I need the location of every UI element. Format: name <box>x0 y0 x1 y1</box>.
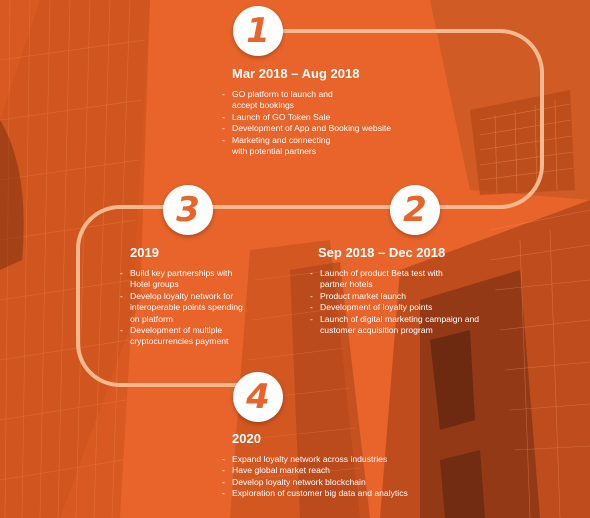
step-4-badge <box>233 372 283 422</box>
phase-3 <box>120 245 290 348</box>
phase-1 <box>222 66 442 157</box>
step-2-badge <box>390 185 440 235</box>
list-item: - Expand loyalty network across industries <box>222 454 482 465</box>
list-item: - Marketing and connecting with potential partners <box>222 135 442 158</box>
list-item: - Development of App and Booking website <box>222 123 442 134</box>
phase-title: Mar 2018 – Aug 2018 <box>232 66 360 81</box>
list-item: - Launch of GO Token Sale <box>222 112 442 123</box>
list-item: - Development of loyalty points <box>310 302 550 313</box>
phase-4 <box>222 431 482 500</box>
phase-2 <box>310 245 550 336</box>
phase-list <box>222 454 482 500</box>
step-1-badge <box>233 6 283 56</box>
phase-title: 2019 <box>130 245 159 260</box>
step-number: 3 <box>176 190 200 230</box>
list-item: - Exploration of customer big data and analytics <box>222 488 482 499</box>
list-item: - Product market launch <box>310 291 550 302</box>
phase-list <box>120 268 290 348</box>
step-number: 4 <box>246 377 270 417</box>
step-number: 2 <box>403 190 427 230</box>
phase-title: Sep 2018 – Dec 2018 <box>318 245 446 260</box>
list-item: - Build key partnerships with Hotel groups <box>120 268 290 291</box>
list-item: - Develop loyalty network for interoperable points spending on platform <box>120 291 290 325</box>
step-number: 1 <box>246 11 270 51</box>
phase-list <box>310 268 550 336</box>
step-3-badge <box>163 185 213 235</box>
list-item: - Develop loyalty network blockchain <box>222 477 482 488</box>
list-item: - Have global market reach <box>222 465 482 476</box>
list-item: - Launch of product Beta test with partner hotels <box>310 268 550 291</box>
list-item: - GO platform to launch and accept bookings <box>222 89 442 112</box>
phase-list <box>222 89 442 157</box>
list-item: - Launch of digital marketing campaign and customer acquisition program <box>310 314 550 337</box>
phase-title: 2020 <box>232 431 261 446</box>
list-item: - Development of multiple cryptocurrencies payment <box>120 325 290 348</box>
